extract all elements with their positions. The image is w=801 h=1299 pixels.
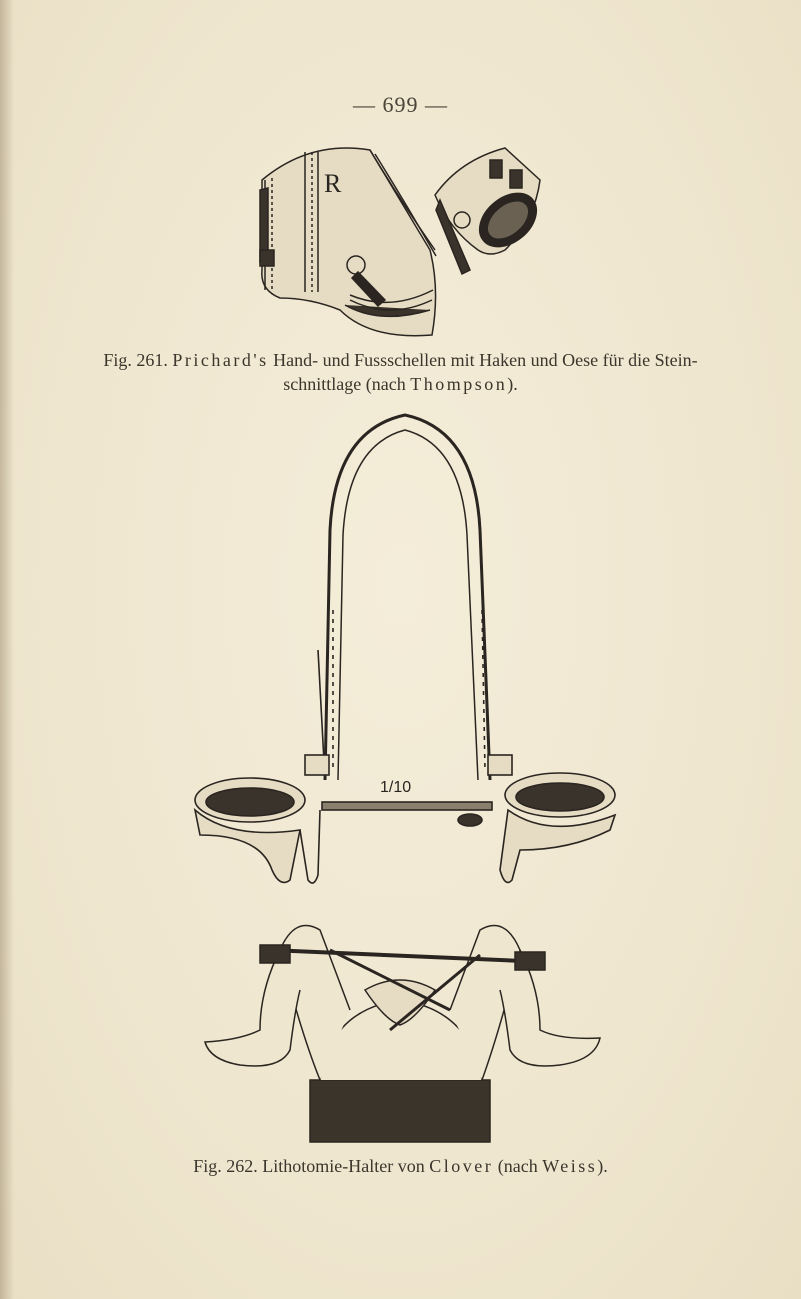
figure-261-illustration [250, 140, 550, 345]
figure-262-source-author: Weiss [542, 1156, 598, 1176]
figure-261-closing: ). [507, 374, 518, 394]
scale-label: 1/10 [380, 779, 412, 796]
figure-262-closing: ). [597, 1156, 608, 1176]
figure-262-holder-illustration [190, 410, 620, 890]
holder-frame-drawing [195, 415, 615, 883]
figure-262-patient-illustration [200, 910, 610, 1145]
figure-261-source-author: Thompson [410, 374, 508, 394]
figure-261-author: Prichard's [172, 350, 269, 370]
figure-262-label: Fig. 262. [193, 1156, 258, 1176]
wrist-cuff-drawing [435, 148, 547, 274]
figure-262-text: Lithotomie-Halter von [262, 1156, 425, 1176]
cuff-letter-r: R [324, 169, 342, 198]
figure-262-caption [0, 1154, 801, 1178]
ankle-cuff-drawing [260, 148, 436, 336]
page-edge-shadow [0, 0, 14, 1299]
figure-261-text: Hand- und Fussschellen mit Haken und Oese für die Stein- [273, 350, 698, 370]
figure-261-label: Fig. 261. [103, 350, 168, 370]
page-number: — 699 — [353, 92, 448, 117]
figure-262-author: Clover [429, 1156, 494, 1176]
figure-262-source-open: (nach [497, 1156, 538, 1176]
figure-261-caption [0, 348, 801, 396]
figure-261-text-line2: schnittlage (nach [283, 374, 406, 394]
patient-drawing [205, 926, 600, 1143]
